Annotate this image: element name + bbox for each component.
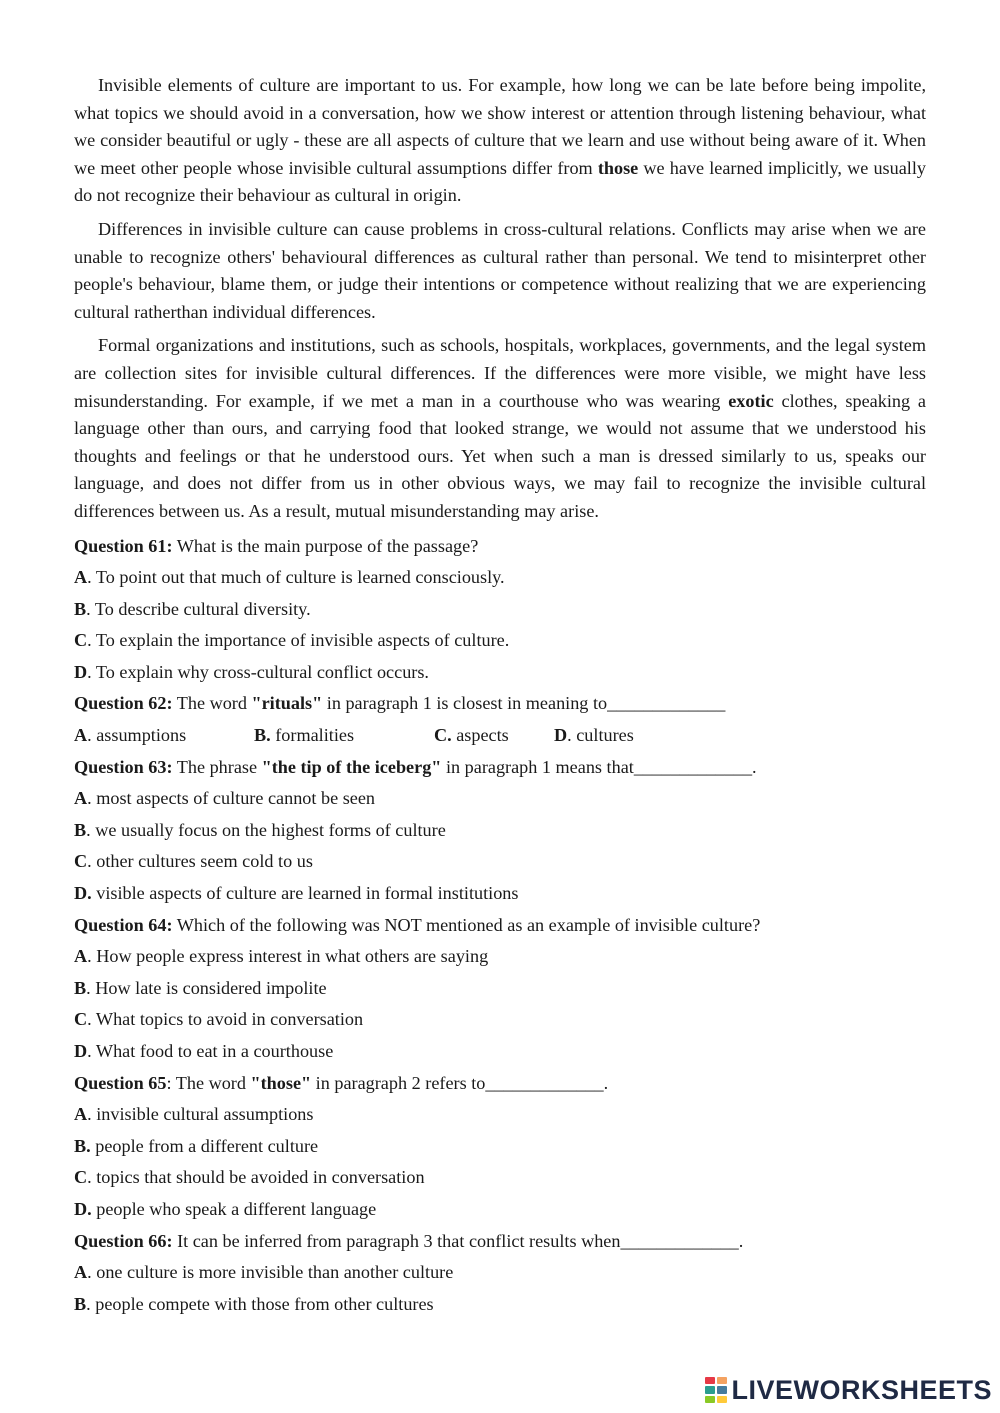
option-text: . What topics to avoid in conversation bbox=[87, 1009, 364, 1030]
option-letter: B bbox=[74, 1293, 87, 1314]
option-letter: A bbox=[74, 1262, 88, 1283]
option-65-b[interactable] bbox=[74, 1134, 926, 1158]
logo-block bbox=[705, 1386, 715, 1393]
option-letter: D. bbox=[74, 1198, 92, 1219]
option-text: . most aspects of culture cannot be seen bbox=[87, 788, 376, 809]
paragraph-text: clothes, speaking a language other than ours, and carrying food that looked strange, we would not assume that we understood his thoughts and feelings or that he understood ours. Yet when such a man is dressed similarly to us, speaks our language, and does not differ from us in other obvious ways, we may fail to recognize the invisible cultural differences between us. As a result, mutual misunderstanding may arise. bbox=[74, 390, 926, 521]
option-63-d[interactable] bbox=[74, 881, 926, 905]
option-letter: B bbox=[74, 977, 87, 998]
option-63-c[interactable] bbox=[74, 849, 926, 873]
bold-term-exotic: exotic bbox=[728, 390, 774, 411]
option-text: . other cultures seem cold to us bbox=[87, 851, 313, 872]
option-64-b[interactable] bbox=[74, 976, 926, 1000]
logo-block bbox=[705, 1396, 715, 1403]
question-text: It can be inferred from paragraph 3 that conflict results when_____________. bbox=[172, 1230, 744, 1251]
option-letter: C bbox=[74, 1167, 88, 1188]
worksheet-page bbox=[74, 72, 926, 1323]
option-text: . To point out that much of culture is learned consciously. bbox=[87, 567, 505, 588]
option-letter: B bbox=[74, 598, 87, 619]
paragraph-text: Invisible elements of culture are important to us. For example, how long we can be late before being impolite, what topics we should avoid in a conversation, how we show interest or attention through listening behaviour, what we consider beautiful or ugly - these are all aspects of culture that we learn and use without being aware of it. When we meet other people whose invisible cultural assumptions differ from bbox=[74, 75, 926, 178]
option-61-a[interactable] bbox=[74, 565, 926, 589]
bold-term-those: those bbox=[597, 157, 639, 178]
option-text: . assumptions bbox=[87, 725, 187, 746]
option-62-d[interactable] bbox=[554, 723, 634, 747]
option-text: people who speak a different language bbox=[91, 1198, 377, 1219]
option-61-b[interactable] bbox=[74, 597, 926, 621]
option-62-c[interactable] bbox=[434, 723, 509, 747]
option-62-b[interactable] bbox=[254, 723, 354, 747]
option-letter: B. bbox=[74, 1135, 91, 1156]
logo-text: LIVEWORKSHEETS bbox=[731, 1374, 992, 1405]
question-64 bbox=[74, 913, 926, 937]
option-letter: D. bbox=[74, 883, 92, 904]
option-letter: B bbox=[74, 819, 87, 840]
option-text: . people compete with those from other cultures bbox=[86, 1293, 434, 1314]
paragraph-text: Formal organizations and institutions, such as schools, hospitals, workplaces, governments, and the legal system are collection sites for invisible cultural differences. If the differences were more visible, we might have less misunderstanding. For example, if we met a man in a courthouse who was wearing bbox=[74, 335, 926, 411]
paragraph-text: we have learned implicitly, we usually do not recognize their behaviour as cultural in origin. bbox=[74, 157, 927, 206]
option-66-a[interactable] bbox=[74, 1260, 926, 1284]
logo-block bbox=[717, 1377, 727, 1384]
option-63-a[interactable] bbox=[74, 786, 926, 810]
question-61 bbox=[74, 534, 926, 558]
option-66-b[interactable] bbox=[74, 1292, 926, 1316]
option-letter: A bbox=[74, 788, 88, 809]
option-64-a[interactable] bbox=[74, 944, 926, 968]
option-text: . invisible cultural assumptions bbox=[87, 1104, 314, 1125]
question-term: "the tip of the iceberg" bbox=[261, 756, 442, 777]
option-text: . To explain why cross-cultural conflict occurs. bbox=[87, 661, 429, 682]
option-letter: D bbox=[554, 725, 568, 746]
option-letter: A bbox=[74, 946, 88, 967]
option-letter: C bbox=[74, 1009, 88, 1030]
option-letter: A bbox=[74, 1104, 88, 1125]
option-text: . cultures bbox=[567, 725, 634, 746]
option-62-a[interactable] bbox=[74, 723, 186, 747]
question-62 bbox=[74, 691, 926, 715]
question-text: The phrase bbox=[172, 756, 262, 777]
option-letter: C. bbox=[434, 725, 452, 746]
question-text: : The word bbox=[166, 1072, 251, 1093]
question-term: "those" bbox=[250, 1072, 312, 1093]
option-text: . What food to eat in a courthouse bbox=[87, 1041, 334, 1061]
option-65-a[interactable] bbox=[74, 1102, 926, 1126]
liveworksheets-logo bbox=[705, 1373, 992, 1407]
option-64-c[interactable] bbox=[74, 1007, 926, 1031]
option-65-d[interactable] bbox=[74, 1197, 926, 1221]
option-letter: B. bbox=[254, 725, 271, 746]
option-text: . one culture is more invisible than another culture bbox=[87, 1262, 454, 1283]
option-letter: C bbox=[74, 851, 88, 872]
option-text: . topics that should be avoided in conversation bbox=[87, 1167, 425, 1188]
question-63 bbox=[74, 755, 926, 779]
options-row-62 bbox=[74, 723, 926, 747]
liveworksheets-logo-icon bbox=[705, 1377, 727, 1403]
logo-block bbox=[717, 1396, 727, 1403]
option-61-d[interactable] bbox=[74, 660, 926, 684]
option-letter: D bbox=[74, 661, 88, 682]
question-text: in paragraph 1 means that_____________. bbox=[441, 756, 757, 777]
option-text: . How people express interest in what others are saying bbox=[87, 946, 489, 967]
option-text: formalities bbox=[270, 725, 355, 746]
option-64-d[interactable] bbox=[74, 1039, 926, 1063]
question-text: in paragraph 2 refers to_____________. bbox=[311, 1072, 609, 1093]
option-text: aspects bbox=[451, 725, 509, 746]
question-term: "rituals" bbox=[251, 693, 323, 714]
option-63-b[interactable] bbox=[74, 818, 926, 842]
logo-block bbox=[717, 1386, 727, 1393]
option-text: . How late is considered impolite bbox=[86, 977, 327, 998]
option-61-c[interactable] bbox=[74, 628, 926, 652]
question-label: Question 63: bbox=[74, 756, 173, 777]
option-text: people from a different culture bbox=[90, 1135, 319, 1156]
question-66 bbox=[74, 1229, 926, 1253]
question-label: Question 66: bbox=[74, 1230, 173, 1251]
option-text: . To describe cultural diversity. bbox=[86, 598, 311, 619]
question-text: The word bbox=[172, 693, 252, 714]
question-text: in paragraph 1 is closest in meaning to_____________ bbox=[322, 693, 726, 714]
option-text: . To explain the importance of invisible aspects of culture. bbox=[87, 630, 510, 651]
question-65 bbox=[74, 1071, 926, 1095]
question-label: Question 65 bbox=[74, 1072, 167, 1093]
option-letter: A bbox=[74, 725, 88, 746]
option-text: . we usually focus on the highest forms of culture bbox=[86, 819, 446, 840]
option-text: visible aspects of culture are learned in formal institutions bbox=[91, 883, 519, 904]
option-letter: C bbox=[74, 630, 88, 651]
question-label: Question 64: bbox=[74, 914, 173, 935]
option-letter: A bbox=[74, 567, 88, 588]
passage-paragraph-3 bbox=[74, 332, 926, 525]
question-label: Question 61: bbox=[74, 535, 173, 556]
option-65-c[interactable] bbox=[74, 1165, 926, 1189]
passage-paragraph-2 bbox=[74, 216, 926, 326]
option-letter: D bbox=[74, 1041, 88, 1061]
question-text: What is the main purpose of the passage? bbox=[172, 535, 479, 556]
logo-block bbox=[705, 1377, 715, 1384]
passage-paragraph-1 bbox=[74, 72, 926, 210]
question-text: Which of the following was NOT mentioned as an example of invisible culture? bbox=[172, 914, 761, 935]
paragraph-text: Differences in invisible culture can cause problems in cross-cultural relations. Conflicts may arise when we are unable to recognize others' behavioural differences as cultural rather than personal. We tend to misinterpret other people's behaviour, blame them, or judge their intentions or competence without realizing that we are experiencing cultural ratherthan individual differences. bbox=[74, 218, 926, 322]
question-label: Question 62: bbox=[74, 693, 173, 714]
